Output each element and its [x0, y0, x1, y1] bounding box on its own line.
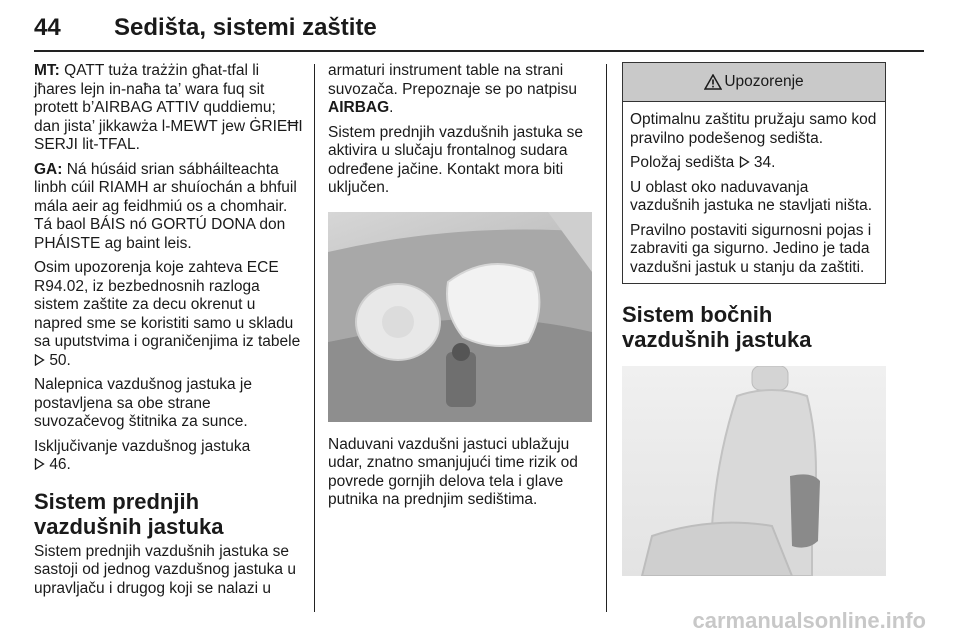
front-airbag-paragraph: Sistem prednjih vazdušnih jastuka se sastoji od jednog vazdušnog jastuka u upravljaču i drugog koji se nalazi u — [34, 542, 296, 597]
warning-title: Upozorenje — [724, 72, 804, 90]
mt-label: MT: — [34, 62, 60, 79]
mt-text: QATT tuża trażżin għat-tfal li jħares lejn in-naħa ta’ wara fuq sit protett b’AIRBAG ATTIV quddiemu; dan jista’ jikkawża l-MEWT jew ĠRIEĦI SERJI lit-TFAL. — [34, 62, 303, 153]
warning-text-1: Optimalnu zaštitu pružaju samo kod pravilno podešenog sedišta. — [630, 111, 877, 147]
side-airbag-seat-image — [622, 366, 886, 576]
page-number: 44 — [34, 14, 61, 41]
warning-text-2: Položaj sedišta 34. — [630, 154, 776, 171]
watermark: carmanualsonline.info — [692, 608, 926, 633]
ga-text: Ná húsáid srian sábháilteachta linbh cúil RIAMH ar shuíochán a bhfuil mála aeir ag feidhmiú os a chomhair. Tá baol BÁIS nó GORTÚ DONA don PHÁISTE ag baint leis. — [34, 160, 297, 252]
ga-label: GA: — [34, 160, 63, 178]
activation-paragraph: Sistem prednjih vazdušnih jastuka se aktivira u slučaju frontalnog sudara određene jačine. Kontakt mora biti uključen. — [328, 123, 584, 196]
warning-triangle-icon — [704, 74, 722, 90]
deactivation-paragraph: Isključivanje vazdušnog jastuka 46. — [34, 437, 251, 473]
column-left — [34, 62, 304, 604]
header-rule — [34, 50, 924, 52]
triangle-arrow-icon — [34, 354, 45, 366]
warning-box — [622, 62, 886, 284]
airbag-label-paragraph: armaturi instrument table na strani suvozača. Prepoznaje se po natpisu AIRBAG. — [328, 62, 578, 116]
warning-text-4: Pravilno postaviti sigurnosni pojas i zabraviti ga sigurno. Jedino je tada vazdušni jastuk u stanju da zaštiti. — [630, 221, 872, 276]
label-paragraph: Nalepnica vazdušnog jastuka je postavljena sa obe strane suvozačevog štitnika za sunce. — [34, 376, 252, 430]
ga-warning — [34, 161, 304, 254]
deactivation-reference-link[interactable]: 46. — [49, 456, 71, 473]
column-middle — [328, 62, 592, 516]
column-divider — [314, 64, 315, 612]
seat-illustration — [622, 366, 886, 576]
table-reference-link[interactable]: 50. — [49, 351, 71, 369]
seat-position-reference-link[interactable]: 34. — [753, 154, 776, 171]
airbag-word: AIRBAG — [328, 99, 390, 116]
section-heading-side-airbags: Sistem bočnih vazdušnih jastuka — [622, 302, 812, 352]
warning-text-3: U oblast oko naduvavanja vazdušnih jastuka ne stavljati ništa. — [630, 178, 873, 214]
page-header — [34, 14, 924, 50]
page-title: Sedišta, sistemi zaštite — [114, 14, 377, 41]
car-interior-illustration — [328, 212, 592, 422]
warning-header — [623, 63, 885, 102]
image-caption: Naduvani vazdušni jastuci ublažuju udar, znatno smanjujući time rizik od povrede gornjih delova tela i glave putnika na prednjim sedištima. — [328, 435, 578, 508]
section-heading-front-airbags: Sistem prednjih vazdušnih jastuka — [34, 488, 224, 539]
triangle-arrow-icon — [739, 156, 750, 168]
mt-warning — [34, 62, 304, 155]
column-right — [622, 62, 886, 576]
triangle-arrow-icon — [34, 458, 45, 470]
column-divider — [606, 64, 607, 612]
airbag-deployed-image — [328, 212, 592, 422]
ece-paragraph: Osim upozorenja koje zahteva ECE R94.02, iz bezbednosnih razloga sistem zaštite za decu okrenut u napred sme se koristiti samo u skladu sa uputstvima i ograničenjima iz tabele 50. — [34, 259, 301, 369]
warning-body — [623, 102, 885, 283]
